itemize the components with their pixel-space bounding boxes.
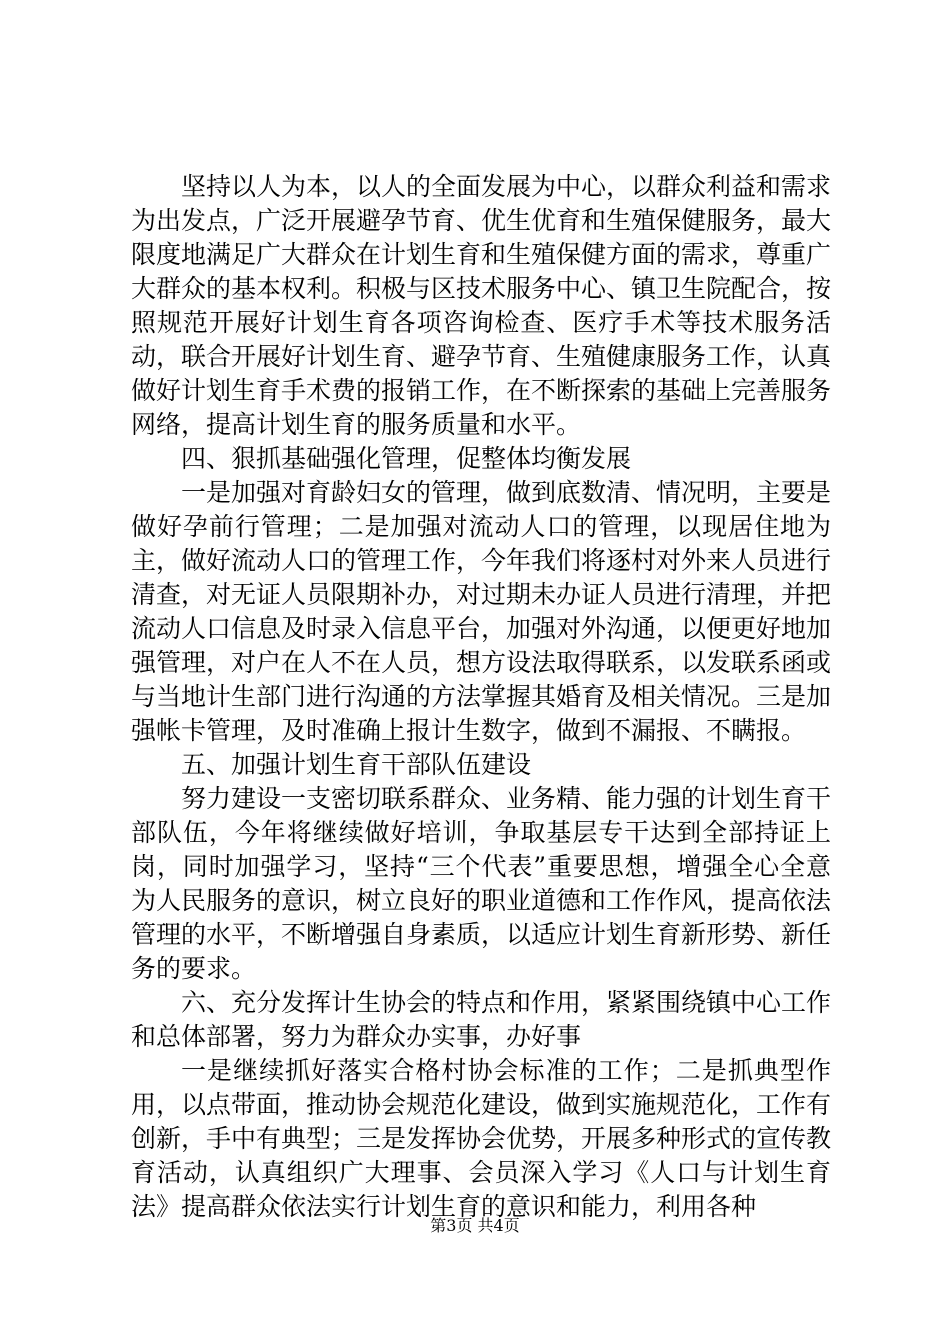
paragraph-service: 坚持以人为本，以人的全面发展为中心，以群众利益和需求为出发点，广泛开展避孕节育、优生优育和生殖保健服务，最大限度地满足广大群众在计划生育和生殖保健方面的需求，尊重广大群众的基本权利。积极与区技术服务中心、镇卫生院配合，按照规范开展好计划生育各项咨询检查、医疗手术等技术服务活动，联合开展好计划生育、避孕节育、生殖健康服务工作，认真做好计划生育手术费的报销工作，在不断探索的基础上完善服务网络，提高计划生育的服务质量和水平。 bbox=[131, 172, 832, 439]
section-heading-5: 五、加强计划生育干部队伍建设 bbox=[181, 750, 532, 779]
section-heading-4: 四、狠抓基础强化管理，促整体均衡发展 bbox=[181, 444, 632, 473]
paragraph-management: 一是加强对育龄妇女的管理，做到底数清、情况明，主要是做好孕前行管理；二是加强对流动人口的管理，以现居住地为主，做好流动人口的管理工作，今年我们将逐村对外来人员进行清查，对无证人员限期补办，对过期未办证人员进行清理，并把流动人口信息及时录入信息平台，加强对外沟通，以便更好地加强管理，对户在人不在人员，想方设法取得联系，以发联系函或与当地计生部门进行沟通的方法掌握其婚育及相关情况。三是加强帐卡管理，及时准确上报计生数字，做到不漏报、不瞒报。 bbox=[131, 478, 832, 745]
paragraph-cadre: 努力建设一支密切联系群众、业务精、能力强的计划生育干部队伍，今年将继续做好培训，争取基层专干达到全部持证上岗，同时加强学习，坚持“三个代表”重要思想，增强全心全意为人民服务的意识，树立良好的职业道德和工作作风，提高依法管理的水平，不断增强自身素质，以适应计划生育新形势、新任务的要求。 bbox=[131, 784, 832, 983]
page-number-footer: 第3页 共4页 bbox=[430, 1216, 520, 1235]
paragraph-association: 一是继续抓好落实合格村协会标准的工作；二是抓典型作用，以点带面，推动协会规范化建设，做到实施规范化，工作有创新，手中有典型；三是发挥协会优势，开展多种形式的宣传教育活动，认真组织广大理事、会员深入学习《人口与计划生育法》提高群众依法实行计划生育的意识和能力，利用各种 bbox=[131, 1056, 832, 1221]
section-heading-6: 六、充分发挥计生协会的特点和作用，紧紧围绕镇中心工作和总体部署，努力为群众办实事，办好事 bbox=[131, 988, 832, 1051]
document-body bbox=[131, 170, 831, 1224]
